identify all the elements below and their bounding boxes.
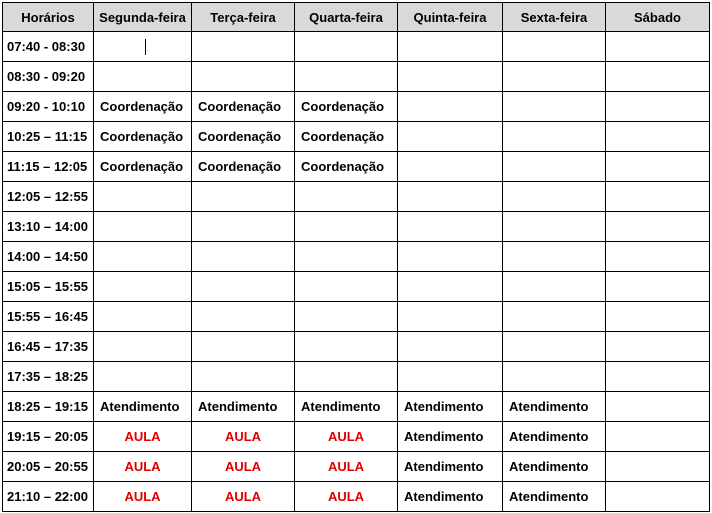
schedule-cell-quinta[interactable] [398,212,503,242]
schedule-cell-quarta[interactable] [295,182,398,212]
table-row [3,392,710,422]
schedule-cell-terca[interactable]: Coordenação [192,152,295,182]
schedule-cell-sabado[interactable] [606,92,710,122]
schedule-body [3,32,710,512]
schedule-cell-terca[interactable]: Coordenação [192,122,295,152]
time-slot-cell[interactable]: 19:15 – 20:05 [3,422,94,452]
time-slot-cell[interactable]: 14:00 – 14:50 [3,242,94,272]
time-slot-cell[interactable]: 11:15 – 12:05 [3,152,94,182]
table-row [3,62,710,92]
schedule-cell-sexta[interactable] [503,302,606,332]
time-slot-cell[interactable]: 20:05 – 20:55 [3,452,94,482]
schedule-cell-terca[interactable] [192,272,295,302]
schedule-cell-quinta[interactable] [398,332,503,362]
time-slot-cell[interactable]: 10:25 – 11:15 [3,122,94,152]
schedule-cell-quinta[interactable] [398,62,503,92]
header-quinta[interactable]: Quinta-feira [398,3,503,32]
schedule-cell-segunda[interactable] [94,212,192,242]
schedule-cell-sabado[interactable] [606,302,710,332]
table-row [3,452,710,482]
schedule-cell-segunda[interactable]: Coordenação [94,122,192,152]
schedule-cell-sexta[interactable] [503,242,606,272]
schedule-cell-quarta[interactable] [295,332,398,362]
schedule-cell-segunda[interactable]: Atendimento [94,392,192,422]
schedule-cell-terca[interactable]: Coordenação [192,92,295,122]
table-row [3,482,710,512]
schedule-cell-sabado[interactable] [606,242,710,272]
schedule-cell-sabado[interactable] [606,122,710,152]
header-row [3,3,710,32]
schedule-cell-sexta[interactable]: Atendimento [503,392,606,422]
time-slot-cell[interactable]: 15:05 – 15:55 [3,272,94,302]
table-row [3,32,710,62]
schedule-cell-quinta[interactable]: Atendimento [398,482,503,512]
schedule-cell-terca[interactable] [192,62,295,92]
schedule-cell-segunda[interactable]: AULA [94,422,192,452]
schedule-cell-segunda[interactable]: AULA [94,452,192,482]
schedule-cell-sexta[interactable] [503,362,606,392]
schedule-cell-sexta[interactable] [503,182,606,212]
schedule-cell-segunda[interactable] [94,182,192,212]
schedule-cell-quarta[interactable] [295,272,398,302]
table-row [3,92,710,122]
schedule-cell-terca[interactable] [192,362,295,392]
schedule-cell-sabado[interactable] [606,332,710,362]
schedule-cell-segunda[interactable] [94,32,192,62]
schedule-cell-quinta[interactable] [398,122,503,152]
schedule-cell-quinta[interactable] [398,272,503,302]
schedule-cell-segunda[interactable]: Coordenação [94,92,192,122]
header-sabado[interactable]: Sábado [606,3,710,32]
schedule-cell-sexta[interactable]: Atendimento [503,482,606,512]
schedule-cell-terca[interactable] [192,302,295,332]
schedule-cell-quarta[interactable] [295,362,398,392]
schedule-cell-quarta[interactable]: Coordenação [295,152,398,182]
schedule-cell-quinta[interactable] [398,32,503,62]
schedule-cell-quinta[interactable] [398,242,503,272]
schedule-cell-quarta[interactable] [295,302,398,332]
table-row [3,272,710,302]
schedule-cell-sexta[interactable] [503,62,606,92]
time-slot-cell[interactable]: 18:25 – 19:15 [3,392,94,422]
schedule-cell-sabado[interactable] [606,32,710,62]
header-terca[interactable]: Terça-feira [192,3,295,32]
table-row [3,212,710,242]
schedule-cell-terca[interactable] [192,242,295,272]
schedule-cell-segunda[interactable] [94,62,192,92]
schedule-cell-quinta[interactable]: Atendimento [398,392,503,422]
schedule-cell-sabado[interactable] [606,362,710,392]
table-row [3,242,710,272]
time-slot-cell[interactable]: 07:40 - 08:30 [3,32,94,62]
time-slot-cell[interactable]: 09:20 - 10:10 [3,92,94,122]
schedule-cell-segunda[interactable] [94,272,192,302]
text-cursor [145,39,146,55]
schedule-cell-sexta[interactable]: Atendimento [503,452,606,482]
time-slot-cell[interactable]: 16:45 – 17:35 [3,332,94,362]
schedule-cell-segunda[interactable] [94,362,192,392]
schedule-cell-sabado[interactable] [606,152,710,182]
schedule-cell-quinta[interactable] [398,362,503,392]
schedule-cell-quinta[interactable]: Atendimento [398,452,503,482]
time-slot-cell[interactable]: 17:35 – 18:25 [3,362,94,392]
table-row [3,182,710,212]
schedule-cell-segunda[interactable] [94,242,192,272]
schedule-cell-quarta[interactable] [295,62,398,92]
schedule-cell-sabado[interactable] [606,482,710,512]
time-slot-cell[interactable]: 08:30 - 09:20 [3,62,94,92]
header-quarta[interactable]: Quarta-feira [295,3,398,32]
time-slot-cell[interactable]: 15:55 – 16:45 [3,302,94,332]
schedule-cell-quinta[interactable] [398,182,503,212]
schedule-cell-quarta[interactable]: Coordenação [295,122,398,152]
schedule-cell-sabado[interactable] [606,62,710,92]
schedule-cell-sabado[interactable] [606,272,710,302]
schedule-cell-segunda[interactable] [94,332,192,362]
schedule-cell-terca[interactable] [192,212,295,242]
schedule-cell-quinta[interactable] [398,152,503,182]
schedule-cell-sabado[interactable] [606,392,710,422]
schedule-cell-sabado[interactable] [606,452,710,482]
schedule-cell-sexta[interactable] [503,272,606,302]
schedule-cell-terca[interactable]: Atendimento [192,392,295,422]
time-slot-cell[interactable]: 12:05 – 12:55 [3,182,94,212]
schedule-cell-terca[interactable] [192,182,295,212]
schedule-cell-terca[interactable] [192,32,295,62]
time-slot-cell[interactable]: 21:10 – 22:00 [3,482,94,512]
schedule-cell-sexta[interactable] [503,92,606,122]
schedule-cell-quarta[interactable]: AULA [295,452,398,482]
header-horarios[interactable]: Horários [3,3,94,32]
schedule-cell-sexta[interactable] [503,122,606,152]
schedule-cell-quinta[interactable]: Atendimento [398,422,503,452]
schedule-cell-sexta[interactable] [503,32,606,62]
schedule-cell-segunda[interactable]: AULA [94,482,192,512]
header-sexta[interactable]: Sexta-feira [503,3,606,32]
table-row [3,422,710,452]
schedule-cell-quinta[interactable] [398,302,503,332]
schedule-cell-terca[interactable]: AULA [192,482,295,512]
schedule-cell-sexta[interactable] [503,152,606,182]
table-row [3,362,710,392]
schedule-cell-segunda[interactable] [94,302,192,332]
schedule-cell-sabado[interactable] [606,212,710,242]
schedule-cell-segunda[interactable]: Coordenação [94,152,192,182]
schedule-cell-terca[interactable]: AULA [192,452,295,482]
schedule-cell-sexta[interactable] [503,332,606,362]
header-segunda[interactable]: Segunda-feira [94,3,192,32]
schedule-cell-sabado[interactable] [606,182,710,212]
schedule-cell-sexta[interactable] [503,212,606,242]
schedule-cell-terca[interactable]: AULA [192,422,295,452]
schedule-cell-quinta[interactable] [398,92,503,122]
table-row [3,152,710,182]
schedule-cell-quarta[interactable]: Atendimento [295,392,398,422]
schedule-cell-quarta[interactable] [295,242,398,272]
schedule-cell-terca[interactable] [192,332,295,362]
schedule-table [2,2,710,512]
schedule-cell-sabado[interactable] [606,422,710,452]
table-row [3,302,710,332]
schedule-cell-quarta[interactable] [295,212,398,242]
table-row [3,332,710,362]
schedule-cell-quarta[interactable]: AULA [295,422,398,452]
time-slot-cell[interactable]: 13:10 – 14:00 [3,212,94,242]
schedule-cell-quarta[interactable] [295,32,398,62]
table-row [3,122,710,152]
schedule-cell-quarta[interactable]: Coordenação [295,92,398,122]
schedule-cell-quarta[interactable]: AULA [295,482,398,512]
schedule-cell-sexta[interactable]: Atendimento [503,422,606,452]
